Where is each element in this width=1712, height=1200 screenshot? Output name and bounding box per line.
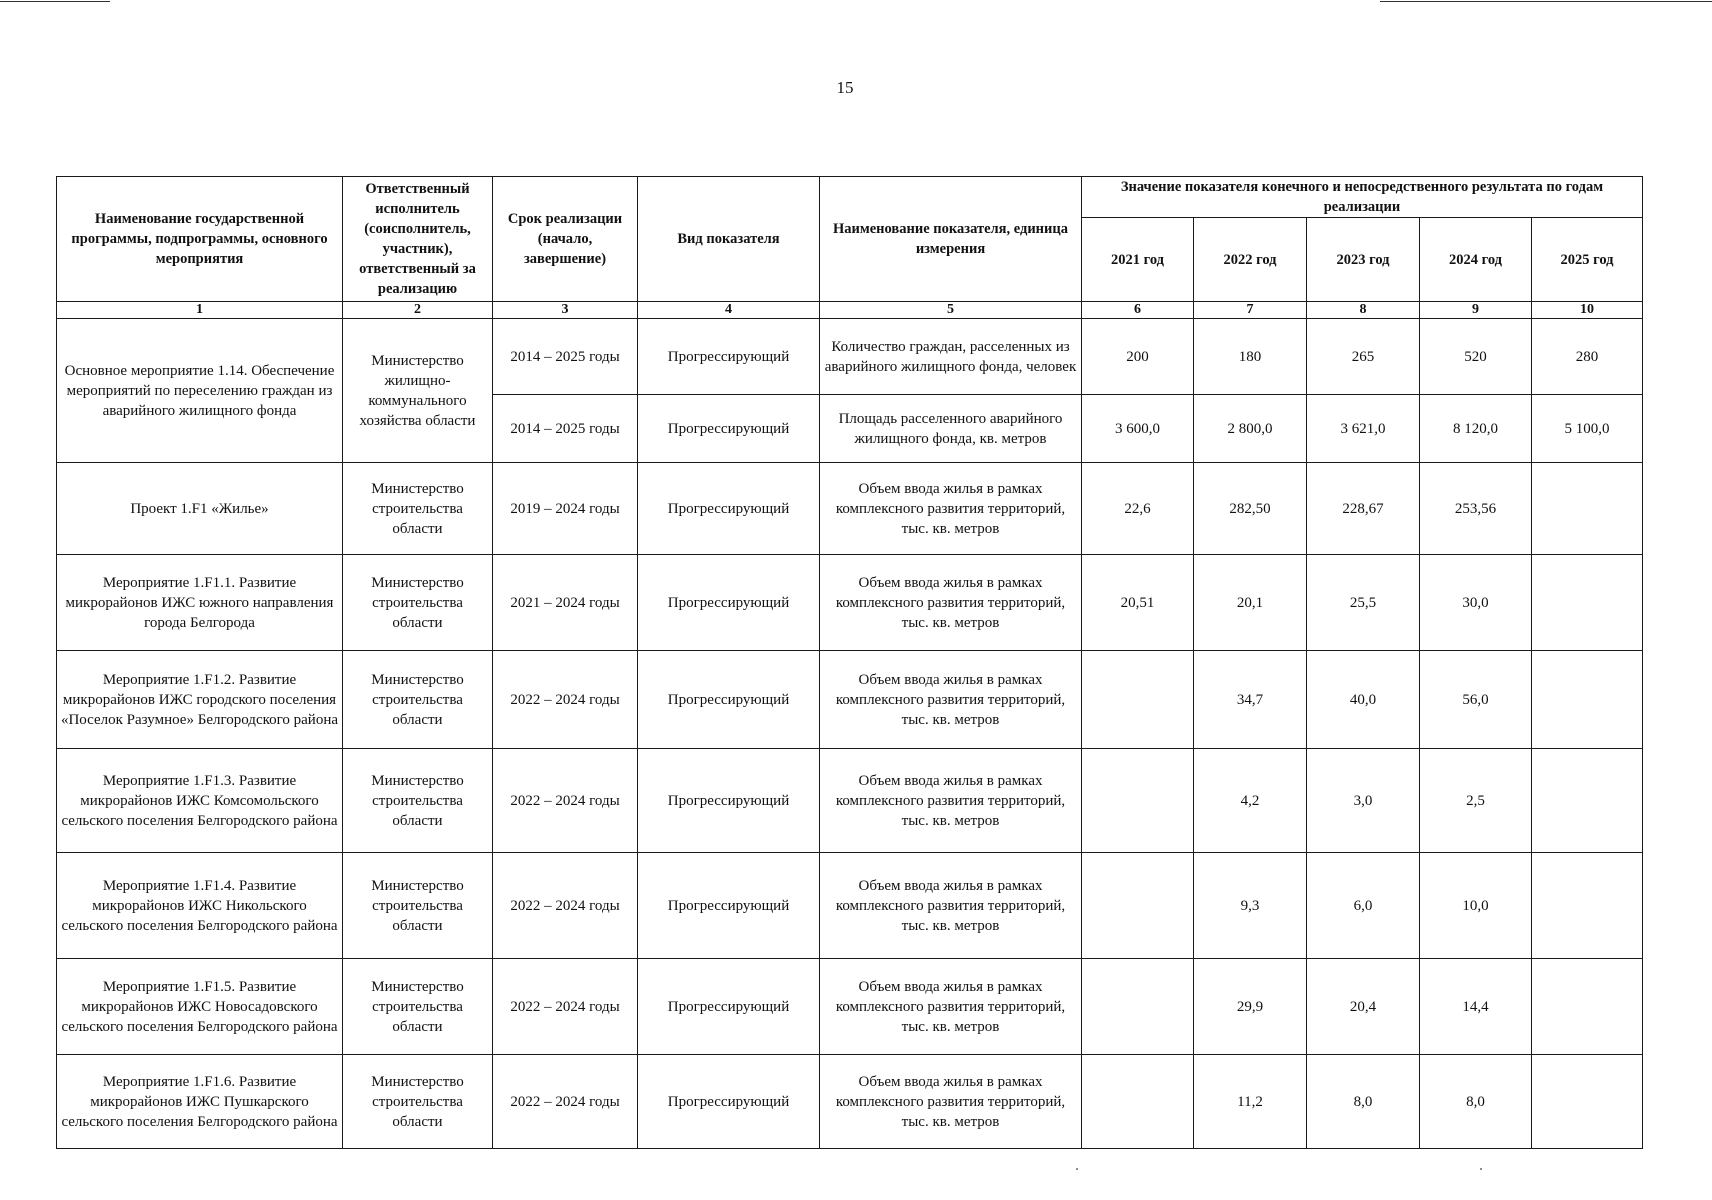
value-cell [1082,749,1194,853]
scan-edge-right [1380,1,1712,2]
responsible-cell: Министерство строительства области [343,555,493,651]
header-year-2025: 2025 год [1532,218,1643,302]
value-cell: 40,0 [1307,651,1420,749]
indicator-cell: Объем ввода жилья в рамках комплексного развития территорий, тыс. кв. метров [820,853,1082,959]
responsible-cell: Министерство строительства области [343,651,493,749]
period-cell: 2022 – 2024 годы [493,959,638,1055]
header-responsible: Ответственный исполнитель (соисполнитель, участник), ответственный за реализацию [343,177,493,302]
header-year-2023: 2023 год [1307,218,1420,302]
value-cell: 8,0 [1420,1055,1532,1149]
value-cell: 4,2 [1194,749,1307,853]
header-period: Срок реализации (начало, завершение) [493,177,638,302]
scan-speck [1076,1168,1078,1170]
value-cell: 9,3 [1194,853,1307,959]
type-cell: Прогрессирующий [638,463,820,555]
period-cell: 2022 – 2024 годы [493,749,638,853]
value-cell: 29,9 [1194,959,1307,1055]
period-cell: 2022 – 2024 годы [493,853,638,959]
value-cell [1082,959,1194,1055]
program-cell: Проект 1.F1 «Жилье» [57,463,343,555]
responsible-cell: Министерство строительства области [343,853,493,959]
period-cell: 2019 – 2024 годы [493,463,638,555]
column-numbers-row [57,302,1643,319]
header-year-2021: 2021 год [1082,218,1194,302]
type-cell: Прогрессирующий [638,749,820,853]
period-cell: 2014 – 2025 годы [493,395,638,463]
value-cell: 228,67 [1307,463,1420,555]
table-row [57,853,1643,959]
column-number: 9 [1420,302,1532,319]
header-values-group: Значение показателя конечного и непосредственного результата по годам реализации [1082,177,1643,218]
value-cell: 25,5 [1307,555,1420,651]
value-cell [1532,463,1643,555]
value-cell [1532,749,1643,853]
program-cell: Мероприятие 1.F1.1. Развитие микрорайонов ИЖС южного направления города Белгорода [57,555,343,651]
column-number: 3 [493,302,638,319]
value-cell: 3 600,0 [1082,395,1194,463]
header-program: Наименование государственной программы, подпрограммы, основного мероприятия [57,177,343,302]
scan-edge-left [0,1,110,2]
value-cell: 20,4 [1307,959,1420,1055]
value-cell: 5 100,0 [1532,395,1643,463]
type-cell: Прогрессирующий [638,395,820,463]
indicator-cell: Объем ввода жилья в рамках комплексного развития территорий, тыс. кв. метров [820,959,1082,1055]
value-cell: 2,5 [1420,749,1532,853]
responsible-cell: Министерство жилищно-коммунального хозяйства области [343,319,493,463]
value-cell: 2 800,0 [1194,395,1307,463]
value-cell: 8,0 [1307,1055,1420,1149]
period-cell: 2022 – 2024 годы [493,1055,638,1149]
value-cell [1532,853,1643,959]
indicator-cell: Объем ввода жилья в рамках комплексного развития территорий, тыс. кв. метров [820,1055,1082,1149]
value-cell: 22,6 [1082,463,1194,555]
value-cell: 56,0 [1420,651,1532,749]
value-cell [1532,651,1643,749]
indicator-cell: Объем ввода жилья в рамках комплексного развития территорий, тыс. кв. метров [820,651,1082,749]
value-cell: 20,51 [1082,555,1194,651]
column-number: 5 [820,302,1082,319]
period-cell: 2022 – 2024 годы [493,651,638,749]
value-cell [1532,1055,1643,1149]
value-cell: 282,50 [1194,463,1307,555]
page-number: 15 [836,78,854,97]
header-year-2024: 2024 год [1420,218,1532,302]
indicator-cell: Объем ввода жилья в рамках комплексного развития территорий, тыс. кв. метров [820,555,1082,651]
value-cell: 20,1 [1194,555,1307,651]
value-cell: 520 [1420,319,1532,395]
program-cell: Мероприятие 1.F1.5. Развитие микрорайонов ИЖС Новосадовского сельского поселения Белгородского района [57,959,343,1055]
table-row [57,319,1643,395]
table-row [57,1055,1643,1149]
value-cell: 8 120,0 [1420,395,1532,463]
program-cell: Мероприятие 1.F1.6. Развитие микрорайонов ИЖС Пушкарского сельского поселения Белгородского района [57,1055,343,1149]
value-cell: 253,56 [1420,463,1532,555]
table-row [57,959,1643,1055]
column-number: 7 [1194,302,1307,319]
period-cell: 2021 – 2024 годы [493,555,638,651]
type-cell: Прогрессирующий [638,319,820,395]
value-cell: 180 [1194,319,1307,395]
type-cell: Прогрессирующий [638,651,820,749]
type-cell: Прогрессирующий [638,959,820,1055]
header-indicator-type: Вид показателя [638,177,820,302]
column-number: 8 [1307,302,1420,319]
table-row [57,651,1643,749]
value-cell: 14,4 [1420,959,1532,1055]
indicator-cell: Объем ввода жилья в рамках комплексного развития территорий, тыс. кв. метров [820,463,1082,555]
program-cell: Мероприятие 1.F1.4. Развитие микрорайонов ИЖС Никольского сельского поселения Белгородского района [57,853,343,959]
column-number: 6 [1082,302,1194,319]
table-row [57,749,1643,853]
scan-speck [1480,1168,1482,1170]
indicator-cell: Площадь расселенного аварийного жилищного фонда, кв. метров [820,395,1082,463]
value-cell: 34,7 [1194,651,1307,749]
value-cell: 3 621,0 [1307,395,1420,463]
header-year-2022: 2022 год [1194,218,1307,302]
column-number: 4 [638,302,820,319]
type-cell: Прогрессирующий [638,1055,820,1149]
value-cell [1532,555,1643,651]
column-number: 10 [1532,302,1643,319]
indicator-cell: Количество граждан, расселенных из аварийного жилищного фонда, человек [820,319,1082,395]
value-cell [1082,853,1194,959]
column-number: 1 [57,302,343,319]
table-row [57,463,1643,555]
value-cell: 10,0 [1420,853,1532,959]
value-cell: 6,0 [1307,853,1420,959]
responsible-cell: Министерство строительства области [343,959,493,1055]
type-cell: Прогрессирующий [638,853,820,959]
value-cell: 3,0 [1307,749,1420,853]
value-cell [1532,959,1643,1055]
value-cell [1082,1055,1194,1149]
responsible-cell: Министерство строительства области [343,749,493,853]
column-number: 2 [343,302,493,319]
value-cell [1082,651,1194,749]
header-indicator-name: Наименование показателя, единица измерения [820,177,1082,302]
value-cell: 265 [1307,319,1420,395]
indicators-table [56,176,1643,1149]
program-cell: Мероприятие 1.F1.3. Развитие микрорайонов ИЖС Комсомольского сельского поселения Белгородского района [57,749,343,853]
program-cell: Мероприятие 1.F1.2. Развитие микрорайонов ИЖС городского поселения «Поселок Разумное» Белгородского района [57,651,343,749]
program-cell: Основное мероприятие 1.14. Обеспечение мероприятий по переселению граждан из аварийного жилищного фонда [57,319,343,463]
value-cell: 11,2 [1194,1055,1307,1149]
responsible-cell: Министерство строительства области [343,463,493,555]
period-cell: 2014 – 2025 годы [493,319,638,395]
indicator-cell: Объем ввода жилья в рамках комплексного развития территорий, тыс. кв. метров [820,749,1082,853]
type-cell: Прогрессирующий [638,555,820,651]
value-cell: 280 [1532,319,1643,395]
value-cell: 30,0 [1420,555,1532,651]
value-cell: 200 [1082,319,1194,395]
responsible-cell: Министерство строительства области [343,1055,493,1149]
table-row [57,555,1643,651]
